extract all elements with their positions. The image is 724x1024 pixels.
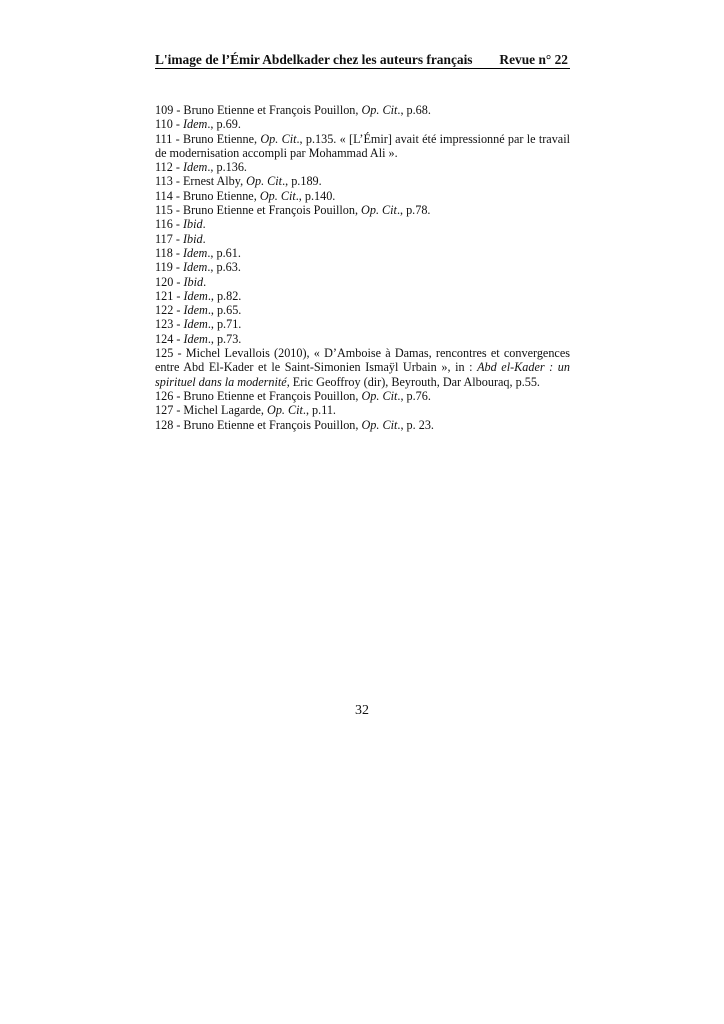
endnote-italic-text: Op. Cit: [260, 131, 297, 146]
endnote-text: 112 -: [155, 160, 183, 175]
endnote-text: 114 - Bruno Etienne,: [155, 188, 260, 203]
endnote-text: , Eric Geoffroy (dir), Beyrouth, Dar Albouraq, p.55.: [286, 374, 540, 389]
endnote-italic-text: Idem: [182, 260, 208, 275]
endnote: [155, 289, 570, 303]
endnote: [155, 332, 570, 346]
endnote-text: 123 -: [155, 317, 184, 332]
endnote: [155, 174, 570, 188]
endnote-text: ., p. 23.: [397, 417, 434, 432]
endnote-italic-text: Idem: [182, 117, 208, 132]
endnote: [155, 132, 570, 161]
endnote-text: .: [202, 231, 206, 246]
endnote-italic-text: Ibid: [182, 217, 203, 232]
endnote-text: ., p.11.: [302, 403, 336, 418]
endnote: [155, 189, 570, 203]
endnote: [155, 260, 570, 274]
endnote-italic-text: Op. Cit: [361, 417, 398, 432]
endnote: [155, 203, 570, 217]
endnote-italic-text: Idem: [183, 288, 208, 303]
endnote-text: ., p.140.: [295, 188, 336, 203]
endnote-text: 109 - Bruno Etienne et François Pouillon,: [155, 103, 362, 117]
endnote-text: ., p.69.: [207, 117, 241, 132]
endnote: [155, 317, 570, 331]
endnote: [155, 275, 570, 289]
endnote-italic-text: Idem: [182, 245, 208, 260]
endnote-italic-text: Op. Cit: [246, 174, 283, 189]
header-issue: Revue n° 22: [499, 52, 568, 67]
endnote-text: 116 -: [155, 217, 183, 232]
endnote-text: ., p.78.: [396, 203, 431, 218]
endnote-text: 117 -: [155, 231, 183, 246]
running-header: [155, 50, 570, 69]
endnote-italic-text: Op. Cit: [361, 103, 398, 117]
endnote-italic-text: Ibid: [182, 231, 203, 246]
endnote-italic-text: Op. Cit: [267, 403, 303, 418]
endnote-text: 111 - Bruno Etienne,: [155, 131, 261, 146]
endnote-italic-text: Abd el-Kader : un spirituel dans la modernité: [155, 360, 570, 389]
endnote-italic-text: Idem: [183, 317, 208, 332]
endnote-text: 120 -: [155, 274, 184, 289]
endnote: [155, 232, 570, 246]
endnote-text: ., p.82.: [207, 288, 242, 303]
endnote-text: ., p.73.: [207, 331, 242, 346]
endnote-italic-text: Idem: [183, 331, 208, 346]
endnote-text: ., p.71.: [207, 317, 242, 332]
page-number: 32: [355, 703, 369, 718]
endnote: [155, 117, 570, 131]
endnote-text: .: [203, 274, 207, 289]
endnote-text: 126 - Bruno Etienne et François Pouillon,: [155, 388, 362, 403]
endnote-italic-text: Idem: [183, 303, 208, 318]
endnote: [155, 403, 570, 417]
endnote-text: ., p.68.: [397, 103, 431, 117]
endnote-text: ., p.76.: [397, 388, 431, 403]
endnote-text: .: [202, 217, 206, 232]
endnote-text: ., p.63.: [207, 260, 241, 275]
endnote-italic-text: Op. Cit: [361, 203, 397, 218]
endnote-text: ., p.136.: [207, 160, 247, 175]
endnote: [155, 389, 570, 403]
endnote-italic-text: Idem: [182, 160, 208, 175]
endnote-text: 127 - Michel Lagarde,: [155, 403, 268, 418]
endnote-text: ., p.61.: [207, 245, 241, 260]
endnote-text: 113 - Ernest Alby,: [155, 174, 247, 189]
endnote: [155, 346, 570, 389]
endnote-italic-text: Ibid: [183, 274, 204, 289]
endnote-text: 121 -: [155, 288, 184, 303]
endnote: [155, 160, 570, 174]
endnotes-list: [155, 103, 570, 432]
endnote-text: 110 -: [155, 117, 183, 132]
endnote-text: ., p.65.: [207, 303, 242, 318]
endnote: [155, 103, 570, 117]
endnote-text: ., p.189.: [282, 174, 322, 189]
endnote-text: 125 - Michel Levallois (2010), « D’Amboise à Damas, rencontres et convergences entre Abd El-Kader et le Saint-Simonien Ismaÿl Urbain », in :: [155, 346, 570, 375]
endnote: [155, 303, 570, 317]
endnote-italic-text: Op. Cit: [361, 388, 398, 403]
endnote-text: 128 - Bruno Etienne et François Pouillon,: [155, 417, 362, 432]
endnote-text: 118 -: [155, 245, 183, 260]
header-title: L'image de l’Émir Abdelkader chez les auteurs français: [155, 52, 473, 67]
endnote: [155, 217, 570, 231]
endnote-italic-text: Op. Cit: [259, 188, 296, 203]
endnote-text: 119 -: [155, 260, 183, 275]
endnote-text: ., p.135. « [L’Émir] avait été impressionné par le travail de modernisation accompli par Mohammad Ali ».: [155, 131, 570, 160]
endnote: [155, 418, 570, 432]
endnote-text: 122 -: [155, 303, 184, 318]
endnote-text: 115 - Bruno Etienne et François Pouillon,: [155, 203, 362, 218]
endnote: [155, 246, 570, 260]
endnote-text: 124 -: [155, 331, 184, 346]
